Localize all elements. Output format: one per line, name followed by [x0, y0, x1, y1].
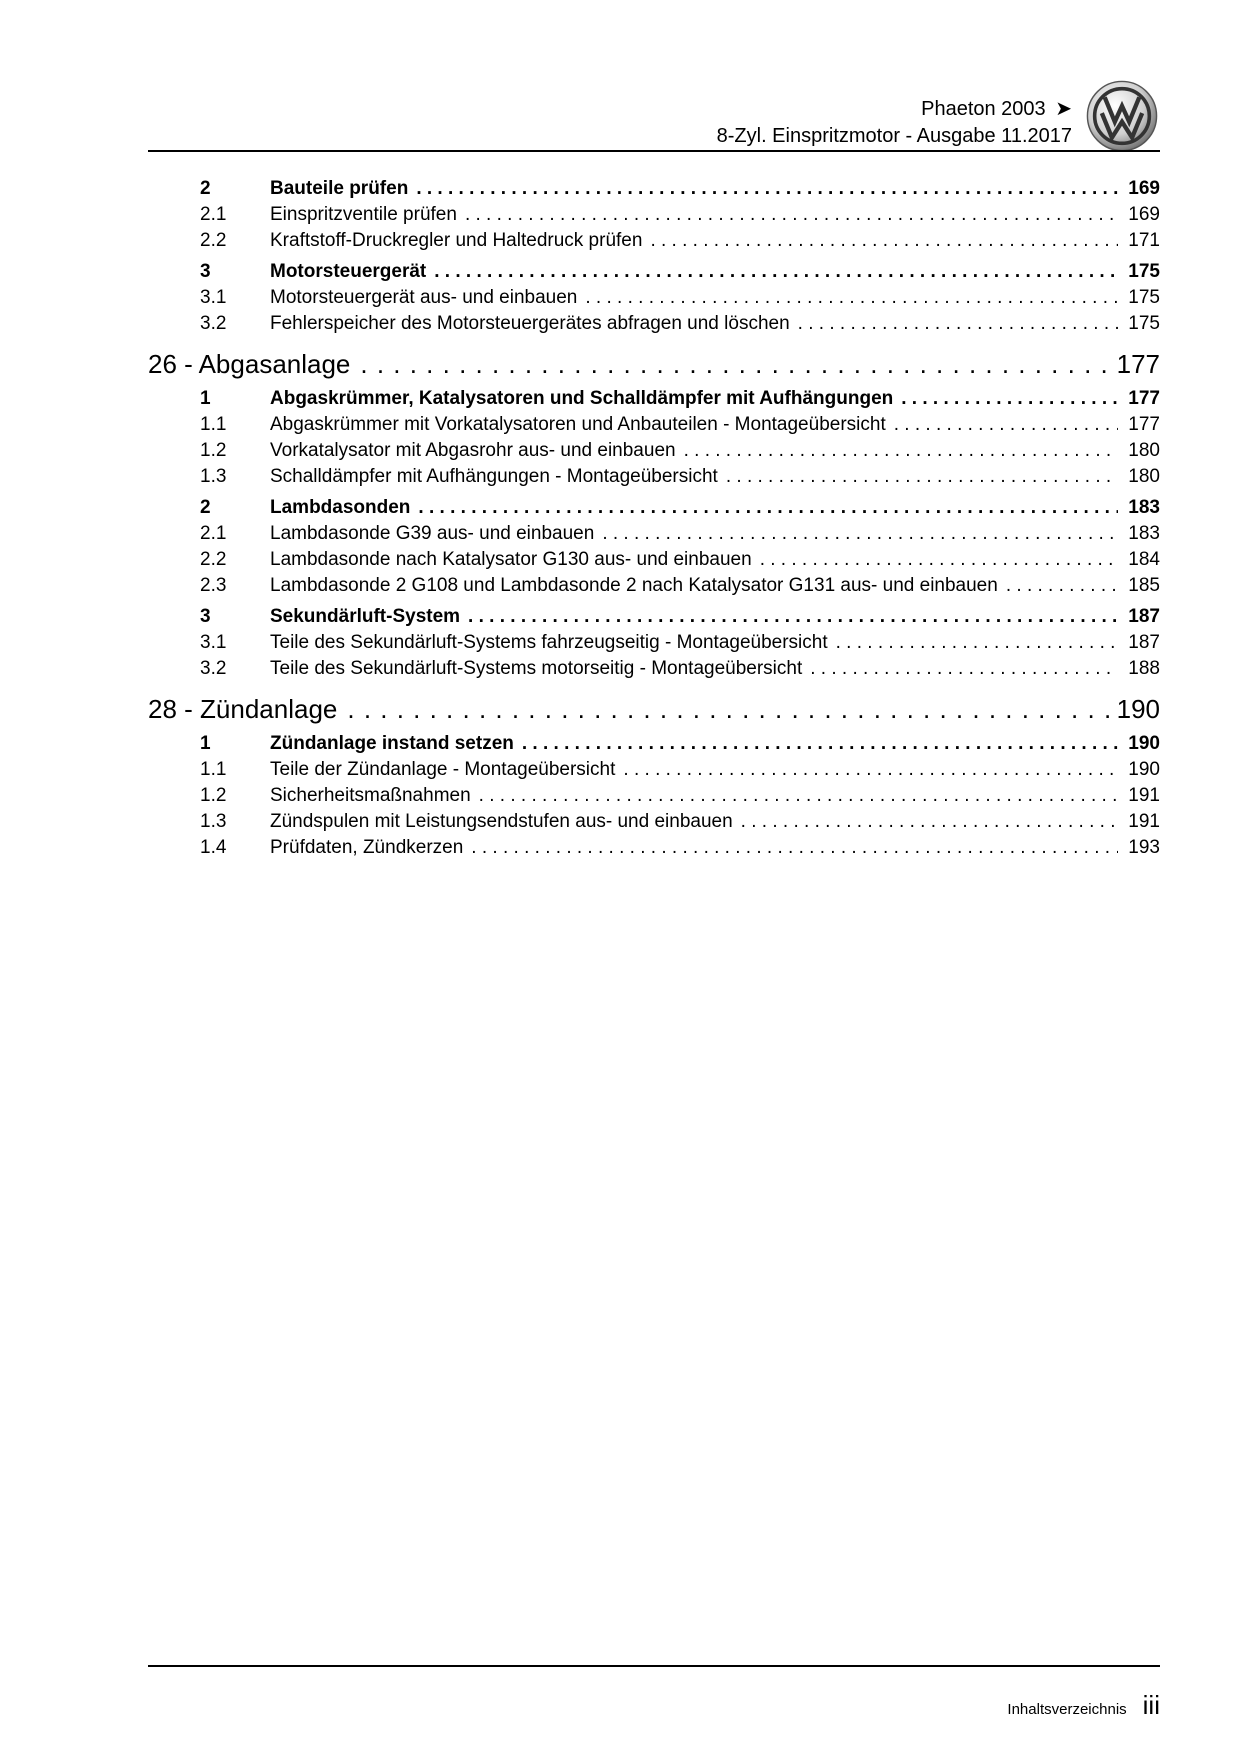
toc-section-row[interactable]	[148, 606, 1160, 632]
toc-entry-page: 184	[1128, 549, 1160, 570]
toc-entry-page: 169	[1128, 204, 1160, 225]
toc-entry-title: Bauteile prüfen	[270, 178, 409, 199]
toc-chapter-row[interactable]	[148, 694, 1160, 728]
header-title: Phaeton 2003	[921, 98, 1046, 120]
page-footer	[1007, 1690, 1160, 1721]
toc-entry-number: 3.1	[200, 632, 227, 653]
toc-section-row[interactable]	[148, 178, 1160, 204]
toc-entry-page: 191	[1128, 811, 1160, 832]
toc-entry-page: 177	[1128, 414, 1160, 435]
toc-dot-leader	[623, 759, 1118, 781]
toc-entry-page: 180	[1128, 466, 1160, 487]
toc-subsection-row[interactable]	[148, 811, 1160, 837]
toc-subsection-row[interactable]	[148, 523, 1160, 549]
toc-entry-number: 1.3	[200, 466, 227, 487]
toc-entry-title: Fehlerspeicher des Motorsteuergerätes abfragen und löschen	[270, 313, 790, 334]
toc-entry-title: Sekundärluft-System	[270, 606, 461, 627]
toc-entry-number: 1	[200, 388, 211, 409]
toc-subsection-row[interactable]	[148, 414, 1160, 440]
toc-entry-page: 187	[1128, 632, 1160, 653]
header-title-line	[717, 96, 1072, 123]
toc-entry-title: Sicherheitsmaßnahmen	[270, 785, 471, 806]
toc-section-row[interactable]	[148, 388, 1160, 414]
toc-subsection-row[interactable]	[148, 632, 1160, 658]
toc-entry-page: 169	[1128, 178, 1160, 199]
vw-logo	[1086, 80, 1158, 152]
toc-entry-page: 175	[1128, 313, 1160, 334]
toc-entry-number: 3.2	[200, 658, 227, 679]
toc-entry-number: 1.1	[200, 759, 227, 780]
toc-dot-leader	[650, 230, 1118, 252]
toc-subsection-row[interactable]	[148, 658, 1160, 684]
toc-subsection-row[interactable]	[148, 287, 1160, 313]
toc-entry-title: Teile des Sekundärluft-Systems motorseitig - Montageübersicht	[270, 658, 803, 679]
toc-entry-number: 2	[200, 178, 211, 199]
toc-entry-title: Lambdasonde G39 aus- und einbauen	[270, 523, 595, 544]
toc-entry-page: 190	[1128, 733, 1160, 754]
toc-section-row[interactable]	[148, 261, 1160, 287]
toc-dot-leader	[741, 811, 1118, 833]
toc-entry-page: 191	[1128, 785, 1160, 806]
toc-entry-page: 180	[1128, 440, 1160, 461]
toc-entry-title: Zündspulen mit Leistungsendstufen aus- und einbauen	[270, 811, 733, 832]
toc-entry-page: 175	[1128, 287, 1160, 308]
toc-dot-leader	[585, 287, 1118, 309]
toc-entry-page: 185	[1128, 575, 1160, 596]
toc-entry-title: Teile des Sekundärluft-Systems fahrzeugseitig - Montageübersicht	[270, 632, 828, 653]
toc-dot-leader	[479, 785, 1118, 807]
toc-dot-leader	[360, 349, 1108, 380]
toc-entry-page: 177	[1116, 349, 1160, 379]
toc-entry-number: 1.2	[200, 785, 227, 806]
toc-entry-title: Motorsteuergerät	[270, 261, 427, 282]
toc-entry-number: 2	[200, 497, 211, 518]
toc-subsection-row[interactable]	[148, 440, 1160, 466]
toc-entry-title: Lambdasonden	[270, 497, 411, 518]
toc-dot-leader	[416, 178, 1118, 200]
toc-entry-number: 1.2	[200, 440, 227, 461]
toc-entry-page: 188	[1128, 658, 1160, 679]
toc-entry-number: 2.2	[200, 230, 227, 251]
toc-entry-number: 3.1	[200, 287, 227, 308]
toc-dot-leader	[894, 414, 1118, 436]
toc-entry-title: Einspritzventile prüfen	[270, 204, 457, 225]
footer-divider	[148, 1665, 1160, 1667]
toc-entry-page: 183	[1128, 497, 1160, 518]
toc-entry-number: 1.4	[200, 837, 227, 858]
toc-entry-page: 190	[1116, 694, 1160, 724]
toc-dot-leader	[602, 523, 1118, 545]
toc-subsection-row[interactable]	[148, 204, 1160, 230]
toc-entry-title: Abgaskrümmer mit Vorkatalysatoren und Anbauteilen - Montageübersicht	[270, 414, 886, 435]
toc-entry-number: 2.2	[200, 549, 227, 570]
toc-entry-title: Lambdasonde nach Katalysator G130 aus- und einbauen	[270, 549, 752, 570]
toc-dot-leader	[468, 606, 1118, 628]
toc-dot-leader	[418, 497, 1118, 519]
toc-dot-leader	[522, 733, 1118, 755]
toc-subsection-row[interactable]	[148, 785, 1160, 811]
toc-entry-page: 175	[1128, 261, 1160, 282]
toc-entry-title: Kraftstoff-Druckregler und Haltedruck prüfen	[270, 230, 643, 251]
toc-dot-leader	[471, 837, 1118, 859]
toc-subsection-row[interactable]	[148, 837, 1160, 863]
toc-entry-title: Prüfdaten, Zündkerzen	[270, 837, 464, 858]
toc-dot-leader	[347, 694, 1108, 725]
toc-entry-number: 2.1	[200, 204, 227, 225]
toc-dot-leader	[798, 313, 1118, 335]
toc-entry-page: 171	[1128, 230, 1160, 251]
toc-entry-page: 177	[1128, 388, 1160, 409]
toc-entry-number: 3	[200, 606, 211, 627]
toc-dot-leader	[1006, 575, 1118, 597]
toc-entry-number: 2.3	[200, 575, 227, 596]
toc-entry-title: 26 - Abgasanlage	[148, 349, 351, 379]
toc-subsection-row[interactable]	[148, 313, 1160, 339]
toc-subsection-row[interactable]	[148, 759, 1160, 785]
arrow-icon: ➤	[1055, 98, 1072, 120]
toc-entry-page: 187	[1128, 606, 1160, 627]
footer-label: Inhaltsverzeichnis	[1007, 1701, 1127, 1718]
toc-subsection-row[interactable]	[148, 549, 1160, 575]
toc-dot-leader	[760, 549, 1118, 571]
toc-entry-page: 193	[1128, 837, 1160, 858]
header-subtitle: 8-Zyl. Einspritzmotor - Ausgabe 11.2017	[716, 125, 1072, 147]
toc-entry-title: 28 - Zündanlage	[148, 694, 338, 724]
toc-section-row[interactable]	[148, 497, 1160, 523]
toc-entry-number: 2.1	[200, 523, 227, 544]
table-of-contents	[148, 178, 1160, 863]
header-divider	[148, 150, 1160, 152]
toc-entry-title: Abgaskrümmer, Katalysatoren und Schalldämpfer mit Aufhängungen	[270, 388, 894, 409]
toc-dot-leader	[465, 204, 1118, 226]
toc-entry-title: Teile der Zündanlage - Montageübersicht	[270, 759, 616, 780]
toc-dot-leader	[901, 388, 1118, 410]
toc-subsection-row[interactable]	[148, 466, 1160, 492]
toc-dot-leader	[434, 261, 1118, 283]
toc-chapter-row[interactable]	[148, 349, 1160, 383]
toc-section-row[interactable]	[148, 733, 1160, 759]
toc-entry-title: Lambdasonde 2 G108 und Lambdasonde 2 nach Katalysator G131 aus- und einbauen	[270, 575, 998, 596]
toc-entry-page: 183	[1128, 523, 1160, 544]
page-number: iii	[1142, 1690, 1160, 1720]
toc-entry-number: 3.2	[200, 313, 227, 334]
toc-entry-number: 1.1	[200, 414, 227, 435]
toc-entry-title: Motorsteuergerät aus- und einbauen	[270, 287, 578, 308]
toc-entry-number: 1.3	[200, 811, 227, 832]
toc-dot-leader	[726, 466, 1118, 488]
toc-entry-title: Schalldämpfer mit Aufhängungen - Montageübersicht	[270, 466, 718, 487]
toc-dot-leader	[810, 658, 1118, 680]
toc-entry-title: Zündanlage instand setzen	[270, 733, 514, 754]
toc-dot-leader	[684, 440, 1118, 462]
page-header	[717, 96, 1072, 150]
toc-entry-number: 1	[200, 733, 211, 754]
toc-entry-page: 190	[1128, 759, 1160, 780]
toc-dot-leader	[836, 632, 1118, 654]
toc-entry-number: 3	[200, 261, 211, 282]
toc-subsection-row[interactable]	[148, 230, 1160, 256]
toc-entry-title: Vorkatalysator mit Abgasrohr aus- und einbauen	[270, 440, 676, 461]
toc-subsection-row[interactable]	[148, 575, 1160, 601]
